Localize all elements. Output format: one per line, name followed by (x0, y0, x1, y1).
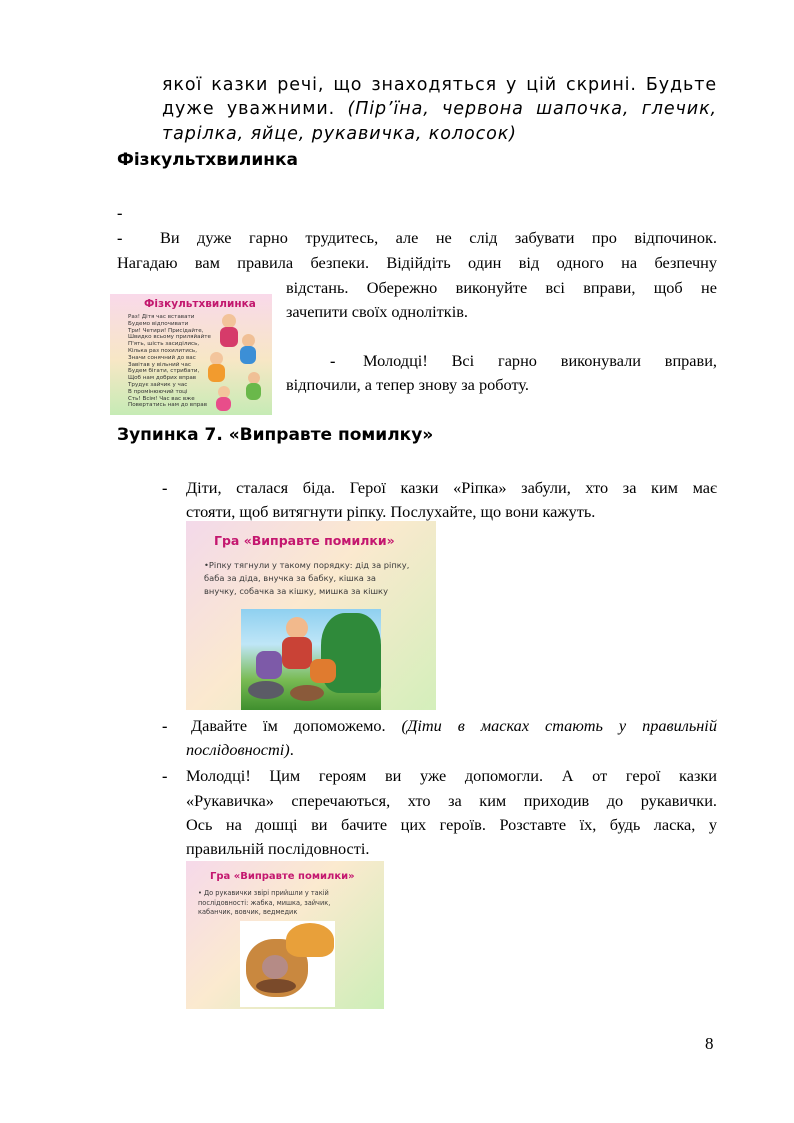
zup-line-4 (186, 740, 294, 760)
top-paragraph-line-3: тарілка, яйце, рукавичка, колосок) (162, 124, 517, 144)
dog-illustration (290, 685, 324, 701)
top-paragraph-text: дуже уважними. (162, 99, 336, 119)
slide-title: Гра «Виправте помилки» (210, 871, 355, 882)
zup-line-8: правильній послідовності. (186, 839, 370, 858)
kid-illustration (240, 346, 256, 364)
fiz-line-5: Молодці! Всі гарно виконували вправи, (363, 351, 717, 370)
kid-illustration (246, 383, 261, 400)
slide-title: Гра «Виправте помилки» (214, 533, 395, 548)
fiz-line-3: відстань. Обережно виконуйте всі вправи, щоб не (286, 278, 717, 297)
zup-line-4-italic: послідовності) (186, 740, 290, 759)
grandma-illustration (256, 651, 282, 679)
heading-fizkult: Фізкультхвилинка (117, 150, 298, 170)
fiz-line-6: відпочили, а тепер знову за роботу. (286, 375, 529, 394)
mouse-illustration (262, 955, 288, 979)
granddaughter-illustration (310, 659, 336, 683)
fiz-line-4: зачепити своїх однолітків. (286, 302, 468, 321)
grandpa-illustration (282, 637, 312, 669)
slide-text: • До рукавички звірі прийшли у такій послідовності: жабка, мишка, зайчик, кабанчик, вовчик, ведмедик (198, 889, 331, 916)
bullet-dash: - (117, 203, 123, 222)
bullet-dash: - (162, 478, 168, 497)
zup-line-1: Діти, сталася біда. Герої казки «Ріпка» забули, хто за ким має (186, 478, 717, 497)
zup-line-6: «Рукавичка» сперечаються, хто за ким приходив до рукавички. (186, 791, 717, 810)
page-number: 8 (705, 1034, 714, 1053)
rukavychka-slide-image (186, 861, 384, 1009)
zup-line-3 (191, 716, 717, 736)
fizkult-slide-image (110, 294, 272, 415)
top-paragraph-italic: (Пір’їна, червона шапочка, глечик, (347, 99, 718, 119)
zup-line-2: стояти, щоб витягнути ріпку. Послухайте, що вони кажуть. (186, 502, 596, 521)
kid-illustration (216, 397, 231, 411)
grandpa-illustration (286, 617, 308, 639)
mitten-cuff-illustration (286, 923, 334, 957)
fiz-line-1: Ви дуже гарно трудитесь, але не слід забувати про відпочинок. (160, 228, 717, 247)
zup-line-3-text: Давайте їм допоможемо. (191, 716, 386, 735)
zup-line-3-italic: (Діти в масках стають у правильній (401, 716, 717, 735)
cat-illustration (248, 681, 284, 699)
slide-title: Фізкультхвилинка (144, 298, 256, 310)
ripka-slide-image (186, 521, 436, 710)
bullet-dash: - (117, 228, 123, 247)
bullet-dash: - (162, 716, 168, 735)
zup-line-7: Ось на дошці ви бачите цих героїв. Розставте їх, будь ласка, у (186, 815, 717, 834)
slide-poem: Раз! Дітя час вставати Будемо відпочивати Три! Четири! Присідайте, Швидко всьому приляйайте П'ять, шість засиділись, Кілька раз похилитись, Значи сонячний до вас Завітав у вільний час Будем бігати, стрибати, Щоб нам добрих вправ Трудує зайчик у час В промінюючий тоці Сть! Всім! Час вас вже Повертатись нам до вправ (128, 314, 211, 409)
bullet-dash: - (162, 766, 168, 785)
zup-line-5: Молодці! Цим героям ви уже допомогли. А от герої казки (186, 766, 717, 785)
slide-text: •Ріпку тягнули у такому порядку: дід за ріпку, баба за діда, внучка за бабку, кішка за внучку, собачка за кішку, мишка за кішку (204, 560, 410, 596)
zup-line-4-end: . (289, 740, 294, 759)
kid-illustration (220, 327, 238, 347)
kid-illustration (208, 364, 225, 382)
mitten-illustration (256, 979, 296, 993)
heading-stop-7: Зупинка 7. «Виправте помилку» (117, 425, 434, 445)
fiz-line-2: Нагадаю вам правила безпеки. Відійдіть один від одного на безпечну (117, 253, 717, 272)
top-paragraph-line-1: якої казки речі, що знаходяться у цій скрині. Будьте (162, 75, 717, 95)
kid-illustration (222, 314, 236, 328)
bullet-dash: - (330, 351, 336, 370)
top-paragraph-line-2 (162, 99, 717, 119)
